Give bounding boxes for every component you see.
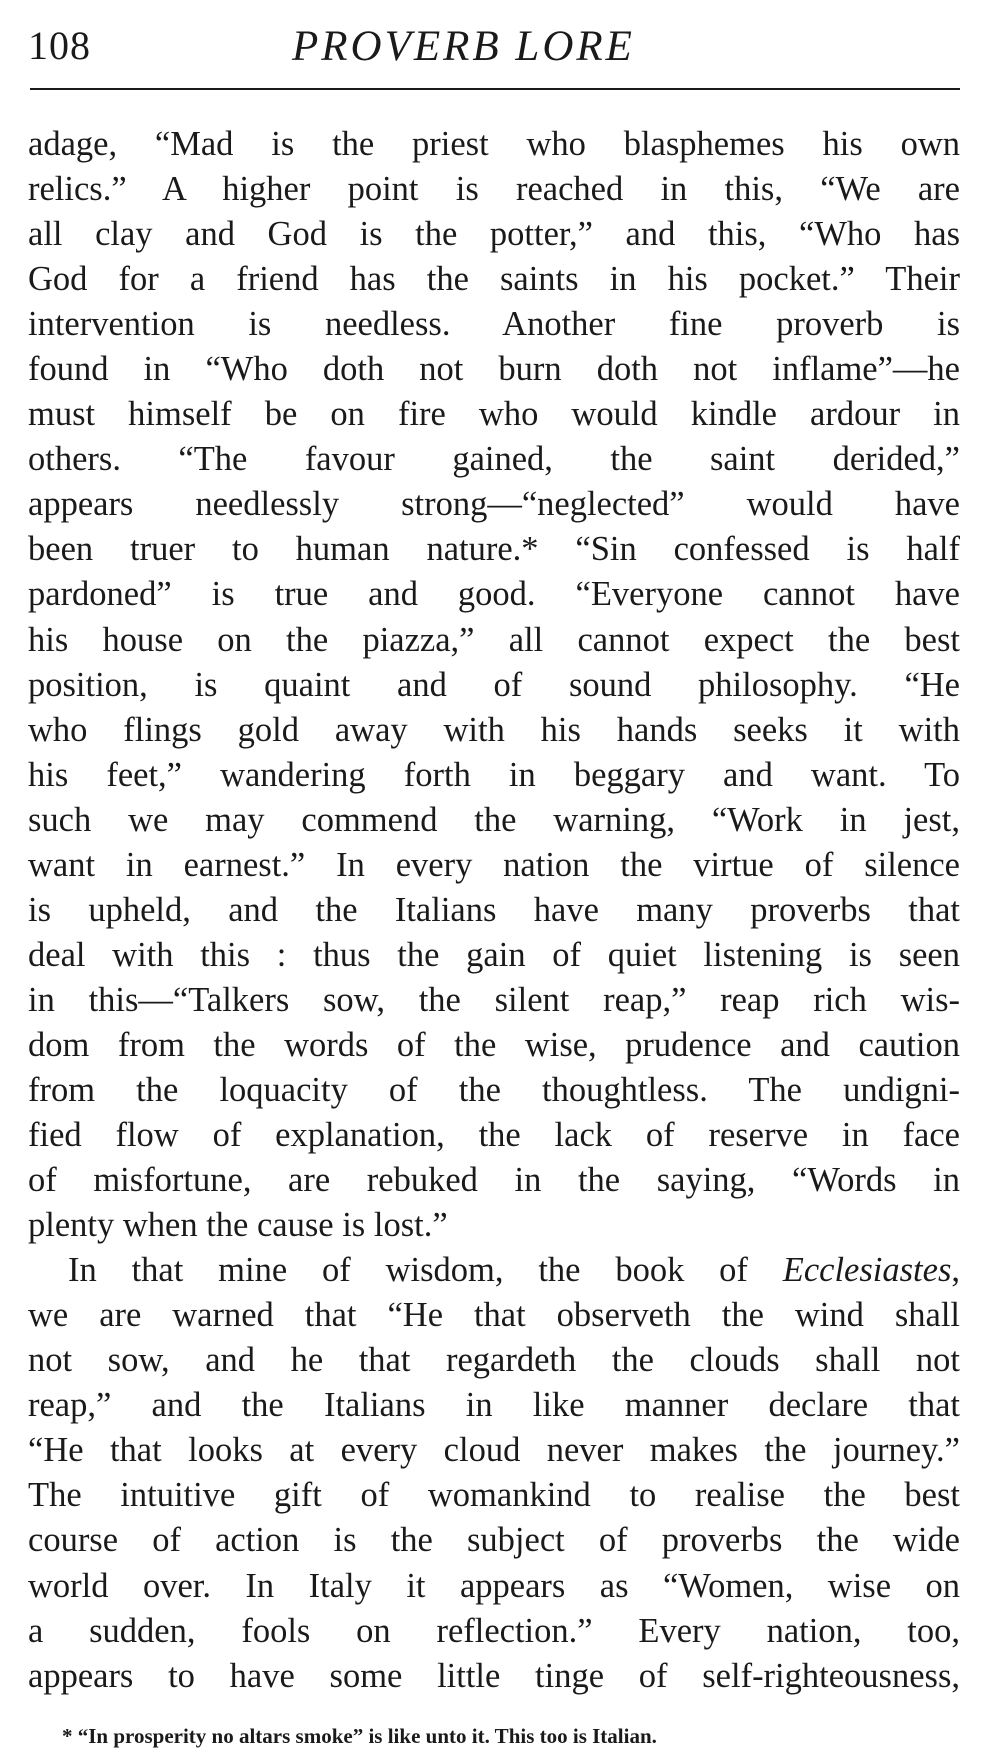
text-line: pardoned” is true and good. “Everyone cannot have <box>28 575 960 614</box>
text-line: reap,” and the Italians in like manner declare that <box>28 1386 960 1425</box>
text-line: position, is quaint and of sound philosophy. “He <box>28 665 960 704</box>
running-title: PROVERB LORE <box>292 23 635 70</box>
text-line: his feet,” wandering forth in beggary and want. To <box>28 755 960 794</box>
text-line: others. “The favour gained, the saint derided,” <box>28 440 960 479</box>
book-page <box>22 18 962 1748</box>
text-line: appears to have some little tinge of self-righteousness, <box>28 1656 960 1695</box>
text-run: , <box>951 1251 960 1290</box>
text-run: In that mine of wisdom, the book of <box>68 1251 783 1290</box>
text-line: from the loquacity of the thoughtless. The undigni- <box>28 1070 960 1109</box>
text-line: course of action is the subject of proverbs the wide <box>28 1521 960 1560</box>
page-number: 108 <box>28 23 91 68</box>
running-head <box>22 18 962 74</box>
text-line: relics.” A higher point is reached in this, “We are <box>28 170 960 209</box>
text-line: “He that looks at every cloud never makes the journey.” <box>28 1431 960 1470</box>
text-line: must himself be on fire who would kindle ardour in <box>28 395 960 434</box>
book-title-italic: Ecclesiastes <box>782 1251 952 1290</box>
text-line: all clay and God is the potter,” and this, “Who has <box>28 215 960 254</box>
text-line: we are warned that “He that observeth the wind shall <box>28 1296 960 1335</box>
text-line: such we may commend the warning, “Work in jest, <box>28 800 960 839</box>
body-text <box>28 122 960 1699</box>
text-line: his house on the piazza,” all cannot expect the best <box>28 620 960 659</box>
text-line: deal with this : thus the gain of quiet listening is seen <box>28 935 960 974</box>
text-line: adage, “Mad is the priest who blasphemes his own <box>28 125 960 163</box>
text-line: The intuitive gift of womankind to realise the best <box>28 1476 960 1515</box>
text-line: fied flow of explanation, the lack of reserve in face <box>28 1116 960 1155</box>
text-line: who flings gold away with his hands seeks it with <box>28 710 960 749</box>
text-line: of misfortune, are rebuked in the saying, “Words in <box>28 1161 960 1200</box>
text-line: been truer to human nature.* “Sin confessed is half <box>28 530 960 569</box>
text-line: want in earnest.” In every nation the virtue of silence <box>28 845 960 884</box>
text-line: intervention is needless. Another fine proverb is <box>28 305 960 344</box>
text-line: not sow, and he that regardeth the clouds shall not <box>28 1341 960 1380</box>
text-line: found in “Who doth not burn doth not inflame”—he <box>28 350 960 389</box>
header-rule <box>30 88 960 90</box>
text-line: is upheld, and the Italians have many proverbs that <box>28 890 960 929</box>
paragraph-end-line: plenty when the cause is lost.” <box>28 1206 448 1245</box>
text-line: dom from the words of the wise, prudence and caution <box>28 1025 960 1064</box>
text-line: God for a friend has the saints in his pocket.” Their <box>28 260 960 299</box>
text-line: appears needlessly strong—“neglected” would have <box>28 485 960 524</box>
paragraph-start-line <box>28 1248 960 1293</box>
text-line: world over. In Italy it appears as “Women, wise on <box>28 1566 960 1605</box>
footnote: * “In prosperity no altars smoke” is like unto it. This too is Italian. <box>62 1724 657 1748</box>
text-line: a sudden, fools on reflection.” Every nation, too, <box>28 1611 960 1650</box>
text-line: in this—“Talkers sow, the silent reap,” reap rich wis- <box>28 980 960 1019</box>
